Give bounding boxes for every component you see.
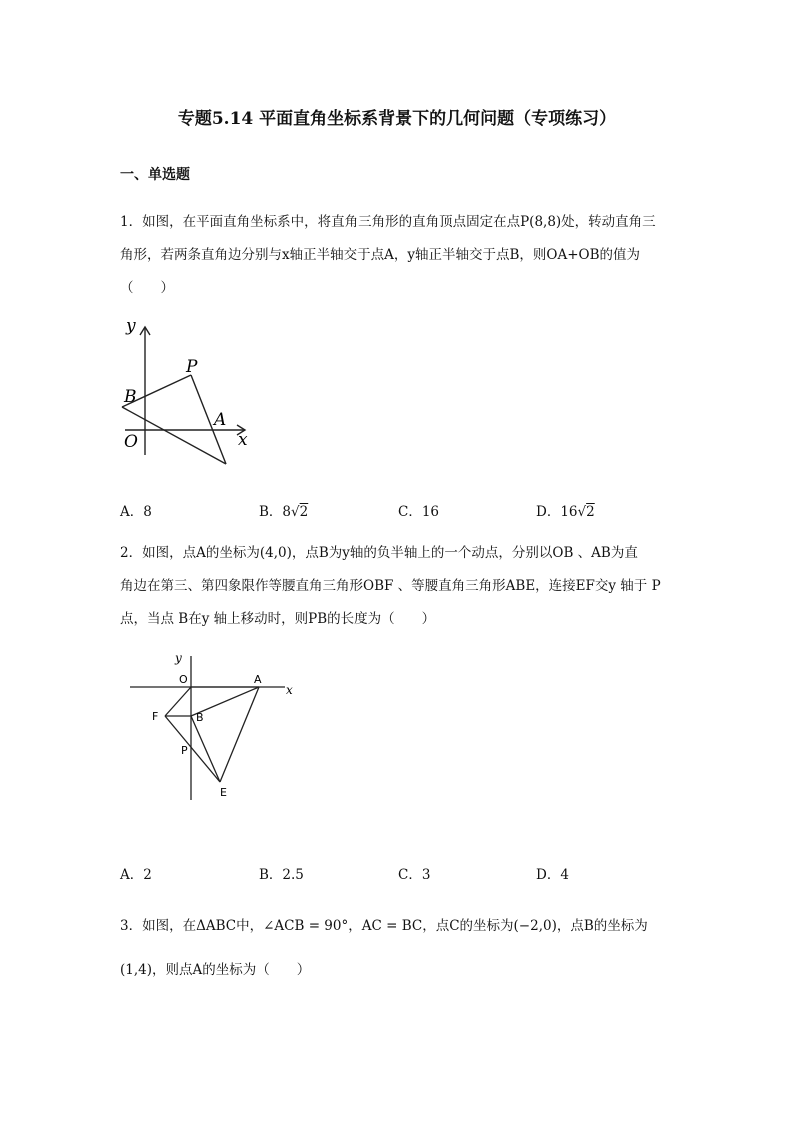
q2-label-y: y <box>175 651 182 665</box>
q1-line-3: （ ） <box>120 280 174 296</box>
section-heading: 一、单选题 <box>120 167 190 183</box>
q1-option-d-root: √2 <box>577 504 595 520</box>
q1-figure <box>115 315 255 470</box>
q2-label-o: O <box>179 673 188 686</box>
q2-line-3: 点，当点 B在y 轴上移动时，则PB的长度为（ ） <box>120 611 436 627</box>
q1-label-y: y <box>126 316 136 336</box>
question-2 <box>120 537 680 636</box>
q1-label-p: P <box>186 357 198 377</box>
q1-option-c: C．16 <box>398 504 440 520</box>
q2-option-d: D．4 <box>536 867 569 883</box>
question-1 <box>120 206 680 305</box>
q1-option-d-radicand: 2 <box>586 504 595 520</box>
q2-option-b: B．2.5 <box>259 867 304 883</box>
q2-label-e: E <box>220 786 227 799</box>
q1-option-b-radicand: 2 <box>299 504 309 520</box>
q2-label-f: F <box>152 710 159 723</box>
q1-option-b-root: √2 <box>291 504 309 520</box>
q2-segment-BE <box>191 716 220 782</box>
q1-line-2: 角形，若两条直角边分别与x轴正半轴交于点A，y轴正半轴交于点B，则OA+OB的值为 <box>120 247 641 263</box>
q3-line-2: (1,4)，则点A的坐标为（ ） <box>120 962 311 978</box>
q1-option-d-prefix: D．16 <box>536 504 578 520</box>
q2-label-x: x <box>286 683 293 697</box>
q1-label-o: O <box>124 432 138 452</box>
page-title: 专题5.14 平面直角坐标系背景下的几何问题（专项练习） <box>177 109 617 129</box>
q2-option-c: C．3 <box>398 867 431 883</box>
q1-option-b-prefix: B．8 <box>259 504 292 520</box>
q2-line-2: 角边在第三、第四象限作等腰直角三角形OBF 、等腰直角三角形ABE，连接EF交y 轴于 P <box>120 578 661 594</box>
q2-figure <box>125 648 300 803</box>
q1-label-x: x <box>238 430 248 450</box>
q2-segment-OF <box>165 687 191 716</box>
q1-option-a: A．8 <box>120 504 152 520</box>
q2-label-a: A <box>254 673 262 686</box>
q2-segment-FE <box>165 716 220 782</box>
q1-label-a: A <box>214 410 227 430</box>
q2-label-p: P <box>181 744 188 757</box>
q1-option-d <box>536 500 595 520</box>
question-3 <box>120 904 680 992</box>
q2-label-b: B <box>196 711 204 724</box>
q1-line-1: 1．如图，在平面直角坐标系中，将直角三角形的直角顶点固定在点P(8,8)处，转动直角三 <box>120 214 656 230</box>
q2-option-a: A．2 <box>120 867 152 883</box>
q3-line-1: 3．如图，在ΔABC中，∠ACB = 90°，AC = BC，点C的坐标为(−2,0)，点B的坐标为 <box>120 918 648 934</box>
q1-label-b: B <box>124 387 137 407</box>
q2-line-1: 2．如图，点A的坐标为(4,0)，点B为y轴的负半轴上的一个动点，分别以OB 、AB为直 <box>120 545 638 561</box>
q1-option-b <box>259 500 308 520</box>
